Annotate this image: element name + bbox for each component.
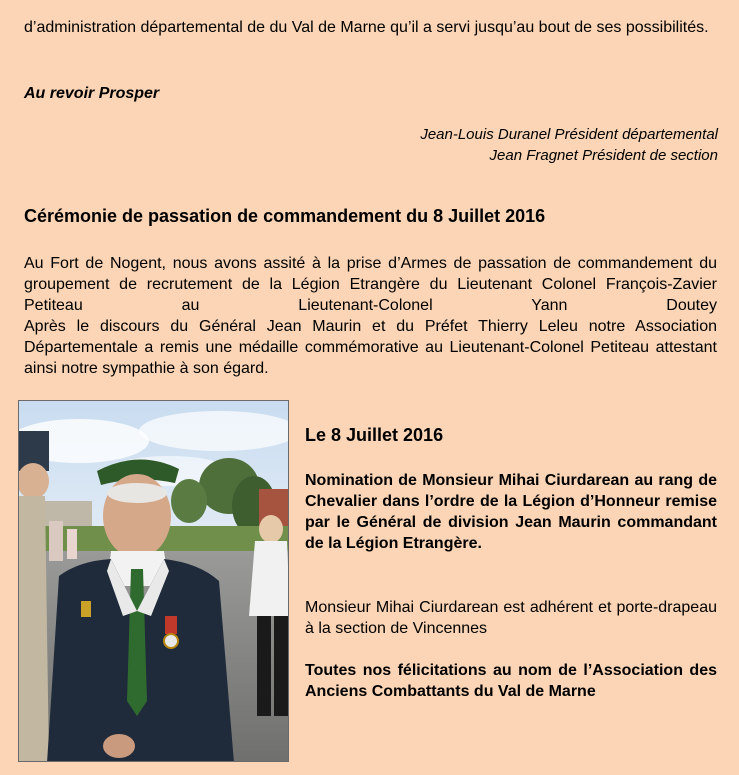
signature-president-section: Jean Fragnet Président de section bbox=[489, 147, 718, 164]
ceremony-paragraph-part-2: Après le discours du Général Jean Maurin et du Préfet Thierry Leleu notre Association Départementale a remis une médaille commémorative au Lieutenant-Colonel Petiteau attestant ainsi notre sympathie à son égard. bbox=[24, 318, 717, 377]
ceremony-paragraph-part-1: Au Fort de Nogent, nous avons assité à la prise d’Armes de passation de commandement du groupement de recrutement de la Légion Etrangère du Lieutenant Colonel François-Zavier Petiteau au Lieutenant-Colonel Yann Doutey bbox=[24, 255, 717, 314]
ceremony-heading: Cérémonie de passation de commandement du 8 Juillet 2016 bbox=[24, 206, 546, 226]
veteran-portrait-image bbox=[19, 401, 289, 762]
member-paragraph: Monsieur Mihai Ciurdarean est adhérent et porte-drapeau à la section de Vincennes bbox=[305, 599, 717, 637]
ceremony-paragraph bbox=[24, 253, 717, 379]
ceremony-photo bbox=[18, 400, 289, 762]
intro-paragraph: d’administration départemental de du Val de Marne qu’il a servi jusqu’au bout de ses possibilités. bbox=[24, 19, 709, 36]
side-date-heading: Le 8 Juillet 2016 bbox=[305, 425, 444, 445]
signature-president-departemental: Jean-Louis Duranel Président départemental bbox=[420, 126, 718, 143]
farewell-line: Au revoir Prosper bbox=[24, 85, 160, 102]
signature-block bbox=[420, 124, 718, 166]
nomination-paragraph: Nomination de Monsieur Mihai Ciurdarean au rang de Chevalier dans l’ordre de la Légion d’Honneur remise par le Général de division Jean Maurin commandant de la Légion Etrangère. bbox=[305, 472, 717, 552]
congratulations-paragraph: Toutes nos félicitations au nom de l’Association des Anciens Combattants du Val de Marne bbox=[305, 662, 717, 700]
